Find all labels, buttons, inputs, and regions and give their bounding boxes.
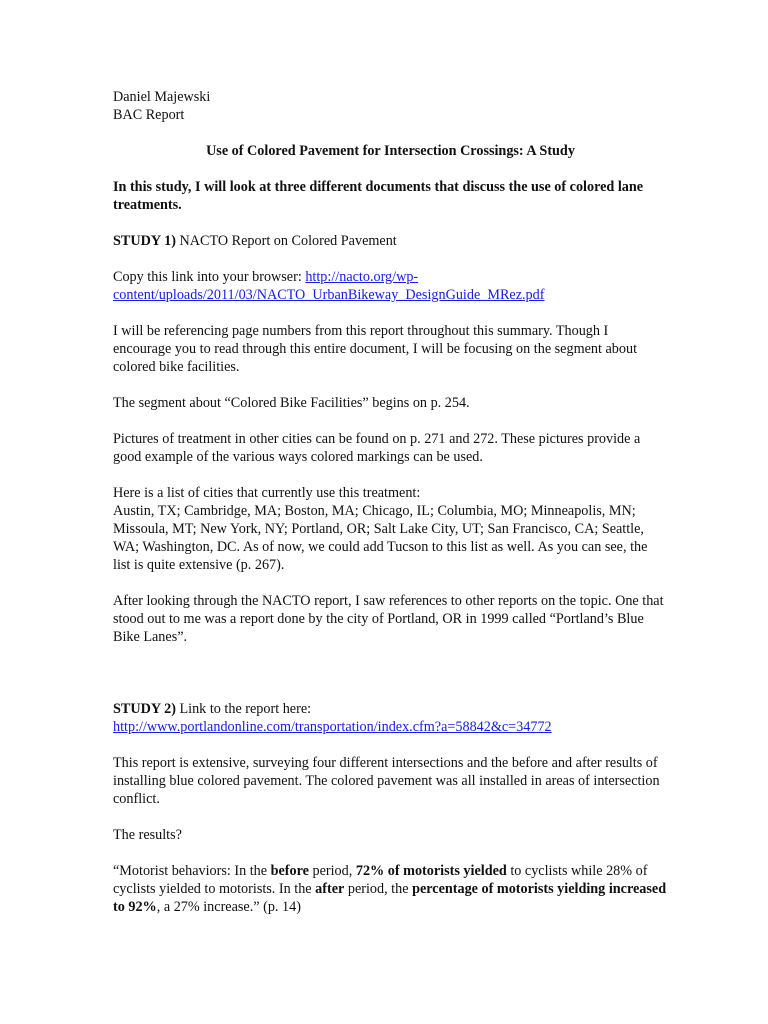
results-quote	[113, 862, 668, 916]
quote-bold-4: percentage of motorists yielding increased to 92%	[113, 881, 667, 915]
quote-text-1: “Motorist behaviors: In the	[113, 863, 271, 879]
study1-link-paragraph	[113, 268, 668, 304]
document-title: Use of Colored Pavement for Intersection Crossings: A Study	[206, 143, 575, 159]
quote-text-2: period,	[308, 863, 356, 879]
quote-text-5: , a 27% increase.” (p. 14)	[156, 899, 301, 915]
study2-paragraph-2: The results?	[113, 827, 182, 843]
author-name: Daniel Majewski	[113, 89, 211, 105]
quote-bold-1: before	[270, 863, 309, 879]
report-label: BAC Report	[113, 107, 185, 123]
cities-intro: Here is a list of cities that currently use this treatment:	[113, 485, 421, 501]
study1-paragraph-3: Pictures of treatment in other cities can be found on p. 271 and 272. These pictures provide a good example of the various ways colored markings can be used.	[113, 431, 641, 465]
quote-text-3: to cyclists while 28% of cyclists yielded to motorists. In the	[113, 863, 648, 897]
study1-title: NACTO Report on Colored Pavement	[175, 233, 397, 249]
nacto-link[interactable]: http://nacto.org/wp-	[305, 269, 419, 285]
study1-heading	[113, 232, 668, 250]
study1-paragraph-1: I will be referencing page numbers from this report throughout this summary. Though I encourage you to read through this entire document, I will be focusing on the segment about colored bike facilities.	[113, 323, 638, 375]
study2-label: STUDY 2)	[113, 701, 176, 717]
quote-bold-2: 72% of motorists yielded	[355, 863, 507, 879]
study1-paragraph-2: The segment about “Colored Bike Facilities” begins on p. 254.	[113, 395, 470, 411]
cities-list: Austin, TX; Cambridge, MA; Boston, MA; Chicago, IL; Columbia, MO; Minneapolis, MN; Missoula, MT; New York, NY; Portland, OR; Salt Lake City, UT; San Francisco, CA; Seattle, WA; Washington, DC. As of now, we could add Tucson to this list as well. As you can see, the list is quite extensive (p. 267).	[113, 503, 648, 573]
link-prompt: Copy this link into your browser:	[113, 269, 306, 285]
quote-text-4: period, the	[344, 881, 413, 897]
study1-paragraph-4: After looking through the NACTO report, I saw references to other reports on the topic. One that stood out to me was a report done by the city of Portland, OR in 1999 called “Portland’s Blue Bike Lanes”.	[113, 593, 664, 645]
study2-heading	[113, 700, 668, 736]
study2-title: Link to the report here:	[175, 701, 312, 717]
study1-label: STUDY 1)	[113, 233, 176, 249]
portland-link[interactable]: http://www.portlandonline.com/transportation/index.cfm?a=58842&c=34772	[113, 719, 552, 735]
intro-paragraph: In this study, I will look at three different documents that discuss the use of colored lane treatments.	[113, 179, 644, 213]
quote-bold-3: after	[315, 881, 345, 897]
study2-paragraph-1: This report is extensive, surveying four different intersections and the before and after results of installing blue colored pavement. The colored pavement was all installed in areas of intersection conflict.	[113, 755, 660, 807]
cities-paragraph	[113, 484, 668, 574]
nacto-link-continued[interactable]: content/uploads/2011/03/NACTO_UrbanBikeway_DesignGuide_MRez.pdf	[113, 287, 545, 303]
